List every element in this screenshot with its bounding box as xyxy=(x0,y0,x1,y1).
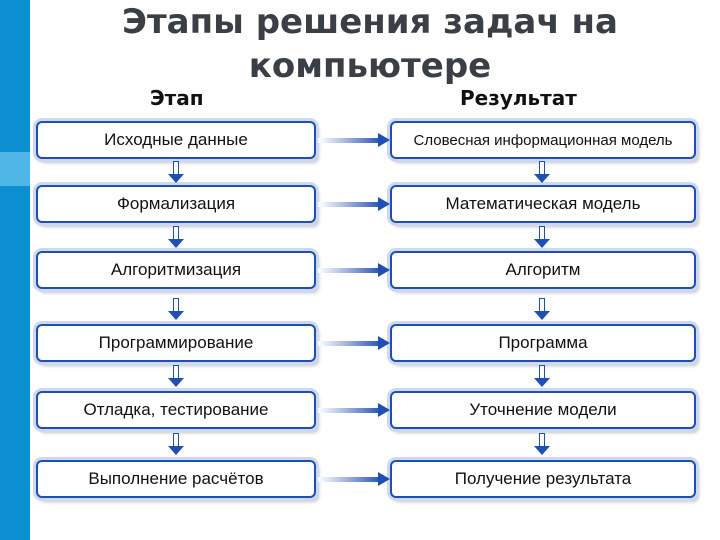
column-header-result: Результат xyxy=(460,86,577,110)
result-box-verbal-model: Словесная информационная модель xyxy=(390,121,696,159)
stage-box-debugging: Отладка, тестирование xyxy=(36,391,316,429)
result-box-program: Программа xyxy=(390,324,696,362)
stage-box-calculation: Выполнение расчётов xyxy=(36,460,316,498)
arrow-right-icon xyxy=(318,263,390,277)
arrow-down-icon xyxy=(170,365,182,387)
arrow-down-icon xyxy=(536,161,548,183)
result-box-math-model: Математическая модель xyxy=(390,185,696,223)
arrow-right-icon xyxy=(318,197,390,211)
arrow-down-icon xyxy=(170,433,182,455)
arrow-down-icon xyxy=(536,298,548,320)
stage-box-programming: Программирование xyxy=(36,324,316,362)
page-title: Этапы решения задач на компьютере xyxy=(122,2,618,86)
arrow-right-icon xyxy=(318,472,390,486)
arrow-down-icon xyxy=(536,365,548,387)
accent-bar xyxy=(0,0,30,540)
stage-box-initial-data: Исходные данные xyxy=(36,121,316,159)
accent-bar-highlight xyxy=(0,152,30,186)
stage-box-formalization: Формализация xyxy=(36,185,316,223)
column-header-stage: Этап xyxy=(150,86,204,110)
arrow-down-icon xyxy=(170,161,182,183)
arrow-down-icon xyxy=(536,433,548,455)
stage-box-algorithmization: Алгоритмизация xyxy=(36,251,316,289)
arrow-right-icon xyxy=(318,403,390,417)
result-box-getting-result: Получение результата xyxy=(390,460,696,498)
result-box-model-refinement: Уточнение модели xyxy=(390,391,696,429)
arrow-down-icon xyxy=(536,226,548,248)
arrow-down-icon xyxy=(170,298,182,320)
arrow-down-icon xyxy=(170,226,182,248)
result-box-algorithm: Алгоритм xyxy=(390,251,696,289)
arrow-right-icon xyxy=(318,133,390,147)
arrow-right-icon xyxy=(318,336,390,350)
